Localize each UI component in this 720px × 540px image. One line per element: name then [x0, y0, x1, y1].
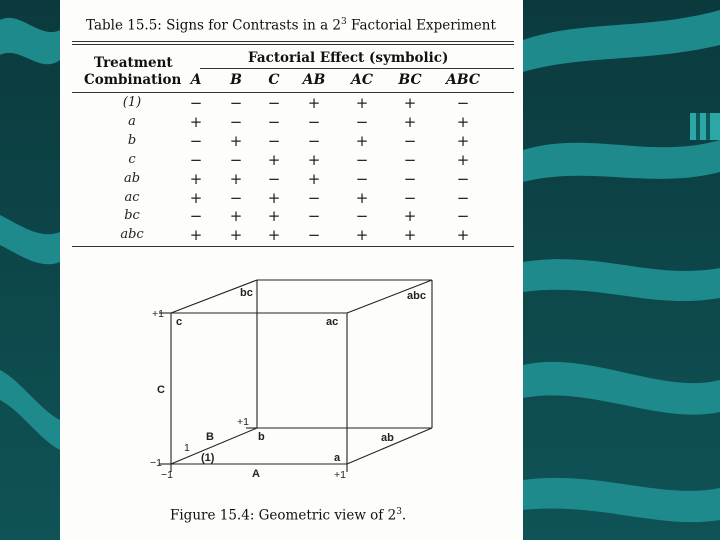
sign-cell: + — [267, 226, 281, 244]
sign-cell: + — [189, 113, 203, 131]
row-label: c — [128, 152, 136, 167]
sign-cell: + — [307, 94, 321, 112]
sign-cell: − — [456, 207, 470, 225]
sign-cell: − — [355, 207, 369, 225]
column-header-c: C — [268, 72, 280, 88]
sign-cell: + — [189, 226, 203, 244]
sign-cell: + — [267, 189, 281, 207]
sign-cell: + — [403, 113, 417, 131]
sign-cell: − — [403, 170, 417, 188]
sign-cell: − — [307, 189, 321, 207]
sign-cell: − — [307, 113, 321, 131]
column-header-a: A — [190, 72, 202, 88]
sign-cell: + — [456, 226, 470, 244]
effect-group-header: Factorial Effect (symbolic) — [248, 50, 449, 66]
row-header-combination: Combination — [84, 72, 182, 88]
sign-cell: − — [403, 151, 417, 169]
sign-cell: − — [307, 226, 321, 244]
sign-cell: − — [355, 170, 369, 188]
vertex-label-c: c — [176, 316, 183, 328]
sign-cell: − — [307, 132, 321, 150]
vertex-label-a: a — [334, 452, 341, 464]
c-high-label: +1 — [152, 308, 164, 320]
sign-cell: + — [267, 207, 281, 225]
sign-cell: − — [229, 189, 243, 207]
row-label: abc — [120, 227, 144, 242]
sign-cell: + — [403, 207, 417, 225]
sign-cell: − — [189, 151, 203, 169]
a-high-label: +1 — [334, 469, 346, 481]
row-label: a — [128, 114, 136, 129]
row-header-treatment: Treatment — [94, 55, 173, 71]
sign-cell: − — [456, 189, 470, 207]
sign-cell: + — [456, 132, 470, 150]
a-low-label: −1 — [161, 469, 173, 481]
sign-cell: − — [267, 132, 281, 150]
vertex-label-ab: ab — [381, 432, 394, 444]
sign-cell: − — [189, 207, 203, 225]
column-header-ac: AC — [350, 72, 373, 88]
sign-cell: − — [267, 94, 281, 112]
axis-label-A: A — [252, 468, 260, 480]
b-high-label: +1 — [237, 416, 249, 428]
column-header-bc: BC — [398, 72, 422, 88]
scanned-textbook-page — [60, 0, 523, 540]
sign-cell: + — [355, 189, 369, 207]
sign-cell: + — [267, 151, 281, 169]
column-header-ab: AB — [302, 72, 326, 88]
sign-cell: − — [456, 170, 470, 188]
sign-cell: − — [267, 113, 281, 131]
sign-cell: + — [189, 189, 203, 207]
sign-cell: + — [456, 113, 470, 131]
sign-cell: + — [355, 94, 369, 112]
row-label: bc — [124, 208, 140, 223]
sign-cell: − — [267, 170, 281, 188]
vertex-label-abc: abc — [407, 290, 426, 302]
axis-label-C: C — [157, 384, 165, 396]
sign-cell: − — [189, 132, 203, 150]
sign-cell: − — [229, 94, 243, 112]
sign-cell: + — [189, 170, 203, 188]
sign-cell: + — [229, 207, 243, 225]
axis-label-B: B — [206, 431, 214, 443]
sign-cell: − — [456, 94, 470, 112]
sign-cell: − — [189, 94, 203, 112]
sign-cell: − — [229, 113, 243, 131]
vertex-label-1: (1) — [201, 452, 215, 464]
b-low-label: 1 — [184, 442, 190, 454]
row-label: (1) — [122, 95, 142, 110]
sign-cell: + — [355, 132, 369, 150]
sign-cell: + — [307, 151, 321, 169]
sign-cell: + — [229, 226, 243, 244]
row-label: ab — [123, 171, 141, 186]
sign-cell: − — [229, 151, 243, 169]
c-low-label: −1 — [150, 457, 162, 469]
row-label: ac — [124, 190, 140, 205]
sign-cell: − — [355, 151, 369, 169]
sign-cell: + — [355, 226, 369, 244]
sign-cell: + — [456, 151, 470, 169]
row-label: b — [127, 133, 137, 148]
column-header-abc: ABC — [445, 72, 481, 88]
sign-cell: − — [403, 132, 417, 150]
figure-caption: Figure 15.4: Geometric view of $2^3$. — [170, 507, 407, 524]
vertex-label-ac: ac — [326, 316, 339, 328]
sign-cell: + — [229, 170, 243, 188]
cube-diagram — [60, 0, 523, 540]
sign-cell: + — [229, 132, 243, 150]
sign-cell: + — [403, 94, 417, 112]
sign-cell: + — [403, 226, 417, 244]
table-caption: Table 15.5: Signs for Contrasts in a $2^3$ Factorial Experiment — [86, 17, 496, 34]
sign-cell: + — [307, 170, 321, 188]
sign-cell: − — [307, 207, 321, 225]
sign-cell: − — [403, 189, 417, 207]
column-header-b: B — [230, 72, 242, 88]
vertex-label-b: b — [258, 431, 265, 443]
sign-cell: − — [355, 113, 369, 131]
vertex-label-bc: bc — [240, 287, 253, 299]
